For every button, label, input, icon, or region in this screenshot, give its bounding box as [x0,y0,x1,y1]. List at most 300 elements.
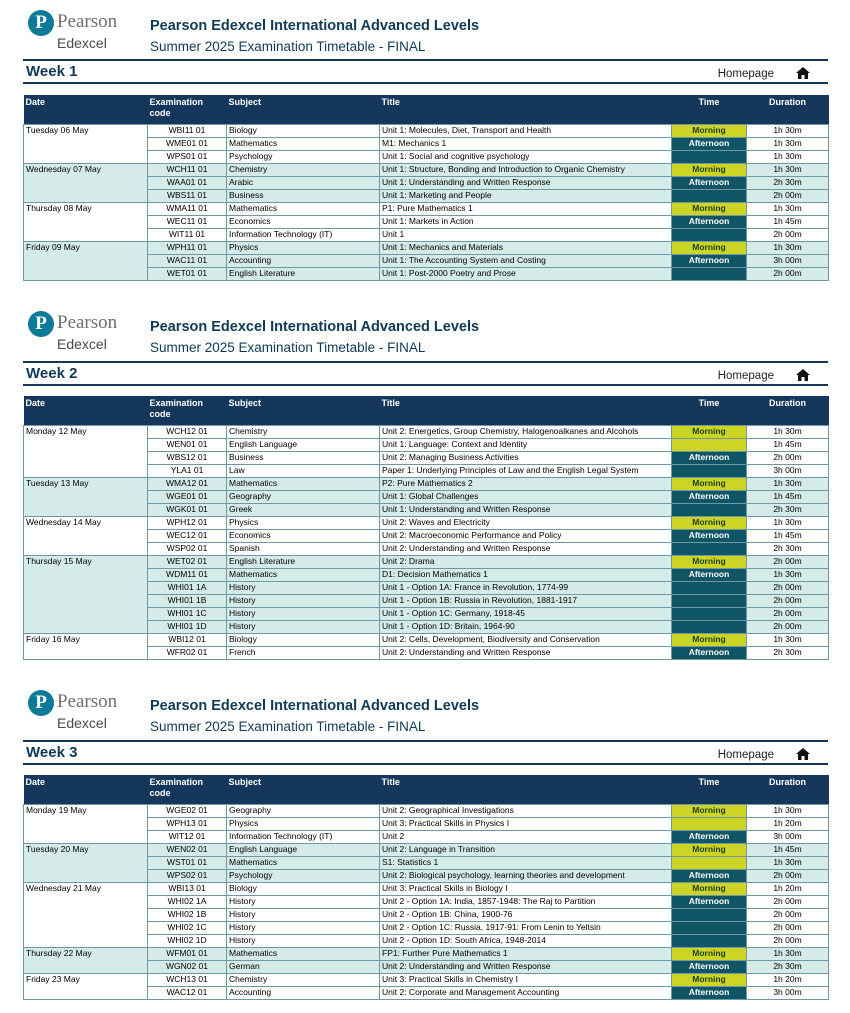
exam-title: Unit 1 - Option 1B: Russia in Revolution, 1881-1917 [380,594,672,607]
exam-code: WGK01 01 [148,503,227,516]
exam-code: WCH13 01 [148,973,227,986]
pearson-logo-icon: P [28,690,54,716]
exam-duration: 2h 00m [747,228,829,241]
exam-duration: 3h 00m [747,464,829,477]
exam-subject: French [227,646,380,659]
exam-time: Morning [672,516,747,529]
exam-duration: 1h 30m [747,477,829,490]
table-header-row [24,95,829,124]
table-row [24,202,829,215]
exam-title: Unit 1: Molecules, Diet, Transport and Health [380,124,672,137]
exam-title: Unit 1: The Accounting System and Costing [380,254,672,267]
exam-code: YLA1 01 [148,464,227,477]
exam-subject: Psychology [227,150,380,163]
exam-duration: 2h 30m [747,646,829,659]
exam-time: Morning [672,163,747,176]
col-duration-header: Duration [747,396,829,425]
exam-code: WDM11 01 [148,568,227,581]
exam-duration: 2h 00m [747,620,829,633]
exam-subject: Arabic [227,176,380,189]
col-time-header: Time [672,396,747,425]
exam-time: Afternoon [672,451,747,464]
table-row [24,555,829,568]
exam-subject: Mathematics [227,137,380,150]
exam-subject: Information Technology (IT) [227,830,380,843]
exam-duration: 1h 30m [747,124,829,137]
homepage-link[interactable]: Homepage [717,749,774,761]
exam-time: Afternoon [672,646,747,659]
exam-code: WAC12 01 [148,986,227,999]
exam-title: Unit 2 - Option 1D: South Africa, 1948-2014 [380,934,672,947]
exam-title: Unit 2: Understanding and Written Response [380,542,672,555]
document-subtitle: Summer 2025 Examination Timetable - FINAL [150,39,426,54]
exam-code: WHI01 1D [148,620,227,633]
exam-time [672,607,747,620]
exam-title: Unit 1: Language: Context and Identity [380,438,672,451]
exam-title: Unit 3: Practical Skills in Chemistry I [380,973,672,986]
exam-time: Afternoon [672,176,747,189]
exam-time: Afternoon [672,254,747,267]
col-duration-header: Duration [747,775,829,804]
home-icon[interactable] [795,66,811,80]
exam-duration: 1h 20m [747,973,829,986]
exam-duration: 2h 00m [747,908,829,921]
exam-time: Morning [672,804,747,817]
exam-date: Monday 19 May [24,804,148,843]
home-icon[interactable] [795,747,811,761]
exam-time: Afternoon [672,490,747,503]
exam-title: Unit 1: Structure, Bonding and Introduction to Organic Chemistry [380,163,672,176]
exam-time [672,438,747,451]
exam-code: WSP02 01 [148,542,227,555]
exam-code: WME01 01 [148,137,227,150]
exam-title: Unit 2: Managing Business Activities [380,451,672,464]
exam-time: Morning [672,633,747,646]
exam-subject: History [227,895,380,908]
exam-title: Unit 1: Global Challenges [380,490,672,503]
document-subtitle: Summer 2025 Examination Timetable - FINAL [150,340,426,355]
logo-subtitle: Edexcel [57,336,107,352]
table-header-row [24,396,829,425]
exam-title: Paper 1: Underlying Principles of Law and the English Legal System [380,464,672,477]
exam-subject: Physics [227,241,380,254]
exam-time [672,150,747,163]
col-code-header: Examination code [148,95,227,124]
logo-wordmark: Pearson [57,312,118,333]
exam-title: Unit 1: Mechanics and Materials [380,241,672,254]
exam-code: WBS11 01 [148,189,227,202]
exam-time [672,921,747,934]
exam-code: WHI02 1C [148,921,227,934]
exam-code: WEC11 01 [148,215,227,228]
document-title: Pearson Edexcel International Advanced Levels [150,319,480,335]
exam-title: FP1: Further Pure Mathematics 1 [380,947,672,960]
exam-date: Wednesday 07 May [24,163,148,202]
exam-time [672,620,747,633]
exam-time [672,581,747,594]
exam-duration: 1h 30m [747,163,829,176]
exam-title: Unit 1 [380,228,672,241]
exam-time [672,908,747,921]
col-title-header: Title [380,775,672,804]
logo-subtitle: Edexcel [57,715,107,731]
exam-time: Morning [672,425,747,438]
exam-subject: English Language [227,843,380,856]
col-time-header: Time [672,95,747,124]
exam-subject: Physics [227,817,380,830]
exam-code: WPH11 01 [148,241,227,254]
exam-title: Unit 2 - Option 1C: Russia, 1917-91: From Lenin to Yeltsin [380,921,672,934]
exam-title: Unit 2: Corporate and Management Accounting [380,986,672,999]
exam-code: WPS02 01 [148,869,227,882]
exam-subject: English Literature [227,267,380,280]
week-label: Week 2 [26,365,78,382]
exam-duration: 2h 30m [747,960,829,973]
exam-duration: 1h 20m [747,882,829,895]
exam-title: Unit 2: Energetics, Group Chemistry, Halogenoalkanes and Alcohols [380,425,672,438]
exam-duration: 1h 30m [747,804,829,817]
week-label: Week 1 [26,63,78,80]
exam-duration: 1h 30m [747,947,829,960]
exam-subject: Mathematics [227,856,380,869]
exam-code: WPH13 01 [148,817,227,830]
exam-duration: 1h 45m [747,215,829,228]
exam-time: Morning [672,973,747,986]
exam-subject: History [227,620,380,633]
exam-code: WAC11 01 [148,254,227,267]
document-title: Pearson Edexcel International Advanced Levels [150,18,480,34]
exam-subject: History [227,607,380,620]
brand-header [28,686,828,738]
exam-code: WGE01 01 [148,490,227,503]
exam-duration: 1h 45m [747,490,829,503]
exam-subject: Physics [227,516,380,529]
exam-subject: History [227,581,380,594]
exam-title: P1: Pure Mathematics 1 [380,202,672,215]
exam-code: WBI12 01 [148,633,227,646]
exam-time: Afternoon [672,529,747,542]
exam-time [672,817,747,830]
exam-code: WEN01 01 [148,438,227,451]
exam-subject: Mathematics [227,568,380,581]
exam-subject: Biology [227,633,380,646]
exam-duration: 2h 30m [747,176,829,189]
exam-code: WEN02 01 [148,843,227,856]
logo-subtitle: Edexcel [57,35,107,51]
exam-time [672,189,747,202]
exam-title: Unit 1 - Option 1C: Germany, 1918-45 [380,607,672,620]
exam-subject: Chemistry [227,973,380,986]
week-bar [23,740,828,765]
col-date-header: Date [24,775,148,804]
exam-title: Unit 3: Practical Skills in Physics I [380,817,672,830]
exam-time [672,228,747,241]
exam-duration: 2h 00m [747,921,829,934]
table-row [24,516,829,529]
exam-title: Unit 2: Language in Transition [380,843,672,856]
exam-time [672,267,747,280]
exam-duration: 3h 00m [747,830,829,843]
exam-date: Monday 12 May [24,425,148,477]
exam-code: WHI02 1D [148,934,227,947]
exam-duration: 1h 30m [747,202,829,215]
exam-duration: 2h 00m [747,555,829,568]
exam-title: Unit 1: Understanding and Written Response [380,503,672,516]
exam-date: Thursday 22 May [24,947,148,973]
pearson-logo-icon: P [28,311,54,337]
brand-header [28,6,828,58]
exam-duration: 2h 00m [747,594,829,607]
exam-time: Afternoon [672,986,747,999]
exam-title: P2: Pure Mathematics 2 [380,477,672,490]
exam-duration: 1h 45m [747,843,829,856]
exam-code: WFR02 01 [148,646,227,659]
table-row [24,882,829,895]
exam-subject: German [227,960,380,973]
exam-duration: 1h 30m [747,425,829,438]
exam-title: Unit 1 - Option 1D: Britain, 1964-90 [380,620,672,633]
exam-title: Unit 2: Understanding and Written Response [380,646,672,659]
exam-time [672,934,747,947]
exam-subject: Biology [227,882,380,895]
exam-date: Tuesday 20 May [24,843,148,882]
exam-date: Wednesday 21 May [24,882,148,947]
week-bar [23,361,828,386]
exam-duration: 1h 30m [747,568,829,581]
exam-time: Afternoon [672,137,747,150]
exam-title: Unit 1: Markets in Action [380,215,672,228]
col-subject-header: Subject [227,775,380,804]
exam-date: Tuesday 06 May [24,124,148,163]
timetable [23,396,829,660]
table-row [24,124,829,137]
exam-title: Unit 2: Cells, Development, Biodiversity and Conservation [380,633,672,646]
exam-time: Afternoon [672,568,747,581]
table-row [24,973,829,986]
document-title: Pearson Edexcel International Advanced Levels [150,698,480,714]
exam-duration: 1h 30m [747,241,829,254]
exam-subject: Mathematics [227,202,380,215]
exam-subject: Geography [227,804,380,817]
exam-title: Unit 2: Waves and Electricity [380,516,672,529]
exam-subject: Information Technology (IT) [227,228,380,241]
exam-title: Unit 2: Understanding and Written Response [380,960,672,973]
exam-duration: 1h 45m [747,438,829,451]
exam-time: Morning [672,947,747,960]
exam-time: Afternoon [672,830,747,843]
col-subject-header: Subject [227,396,380,425]
exam-subject: Business [227,189,380,202]
exam-title: Unit 1: Marketing and People [380,189,672,202]
exam-code: WEC12 01 [148,529,227,542]
timetable [23,775,829,1000]
col-title-header: Title [380,396,672,425]
exam-subject: Business [227,451,380,464]
brand-header [28,307,828,359]
week-label: Week 3 [26,744,78,761]
document-subtitle: Summer 2025 Examination Timetable - FINAL [150,719,426,734]
exam-date: Thursday 15 May [24,555,148,633]
exam-code: WFM01 01 [148,947,227,960]
table-row [24,477,829,490]
pearson-logo-icon: P [28,10,54,36]
exam-subject: History [227,921,380,934]
timetable [23,95,829,281]
exam-subject: Accounting [227,254,380,267]
exam-subject: History [227,908,380,921]
col-subject-header: Subject [227,95,380,124]
week-bar [23,59,828,84]
exam-code: WET01 01 [148,267,227,280]
col-date-header: Date [24,396,148,425]
exam-time: Morning [672,555,747,568]
exam-code: WGN02 01 [148,960,227,973]
exam-code: WBS12 01 [148,451,227,464]
table-row [24,425,829,438]
exam-subject: Economics [227,529,380,542]
exam-date: Tuesday 13 May [24,477,148,516]
exam-duration: 2h 00m [747,934,829,947]
exam-subject: History [227,594,380,607]
exam-title: M1: Mechanics 1 [380,137,672,150]
exam-duration: 2h 30m [747,542,829,555]
table-row [24,947,829,960]
exam-time [672,542,747,555]
exam-subject: English Language [227,438,380,451]
exam-date: Friday 16 May [24,633,148,659]
exam-title: Unit 1 - Option 1A: France in Revolution, 1774-99 [380,581,672,594]
exam-time: Morning [672,477,747,490]
exam-duration: 1h 30m [747,516,829,529]
exam-date: Wednesday 14 May [24,516,148,555]
exam-subject: Mathematics [227,947,380,960]
exam-code: WAA01 01 [148,176,227,189]
exam-title: Unit 1: Post-2000 Poetry and Prose [380,267,672,280]
exam-code: WHI01 1A [148,581,227,594]
exam-time [672,594,747,607]
exam-duration: 2h 00m [747,189,829,202]
exam-code: WHI02 1A [148,895,227,908]
exam-subject: Mathematics [227,477,380,490]
table-row [24,241,829,254]
exam-time [672,464,747,477]
exam-title: Unit 2: Geographical Investigations [380,804,672,817]
homepage-link[interactable]: Homepage [717,370,774,382]
exam-time: Afternoon [672,215,747,228]
exam-subject: Greek [227,503,380,516]
col-date-header: Date [24,95,148,124]
exam-code: WET02 01 [148,555,227,568]
exam-date: Thursday 08 May [24,202,148,241]
exam-time: Morning [672,202,747,215]
logo-wordmark: Pearson [57,11,118,32]
exam-time: Morning [672,882,747,895]
exam-subject: Spanish [227,542,380,555]
exam-code: WIT11 01 [148,228,227,241]
exam-time [672,503,747,516]
exam-duration: 1h 45m [747,529,829,542]
exam-code: WCH12 01 [148,425,227,438]
exam-subject: English Literature [227,555,380,568]
exam-subject: Psychology [227,869,380,882]
exam-title: Unit 2 - Option 1B: China, 1900-76 [380,908,672,921]
table-row [24,843,829,856]
exam-duration: 1h 20m [747,817,829,830]
exam-time: Morning [672,843,747,856]
col-time-header: Time [672,775,747,804]
exam-subject: Chemistry [227,163,380,176]
exam-duration: 2h 00m [747,869,829,882]
exam-duration: 2h 00m [747,581,829,594]
exam-title: Unit 2: Macroeconomic Performance and Policy [380,529,672,542]
exam-subject: Geography [227,490,380,503]
exam-duration: 1h 30m [747,633,829,646]
exam-time: Afternoon [672,960,747,973]
logo-wordmark: Pearson [57,691,118,712]
homepage-link[interactable]: Homepage [717,68,774,80]
table-row [24,633,829,646]
exam-duration: 3h 00m [747,986,829,999]
exam-duration: 2h 30m [747,503,829,516]
exam-time: Morning [672,124,747,137]
exam-code: WIT12 01 [148,830,227,843]
exam-duration: 2h 00m [747,267,829,280]
exam-code: WBI13 01 [148,882,227,895]
exam-time: Afternoon [672,895,747,908]
exam-code: WMA11 01 [148,202,227,215]
exam-time: Morning [672,241,747,254]
exam-duration: 3h 00m [747,254,829,267]
col-duration-header: Duration [747,95,829,124]
exam-subject: Economics [227,215,380,228]
col-code-header: Examination code [148,775,227,804]
exam-subject: Chemistry [227,425,380,438]
exam-code: WCH11 01 [148,163,227,176]
table-header-row [24,775,829,804]
exam-subject: Biology [227,124,380,137]
col-code-header: Examination code [148,396,227,425]
exam-title: S1: Statistics 1 [380,856,672,869]
col-title-header: Title [380,95,672,124]
table-row [24,804,829,817]
exam-title: Unit 2: Drama [380,555,672,568]
exam-date: Friday 23 May [24,973,148,999]
home-icon[interactable] [795,368,811,382]
exam-code: WPS01 01 [148,150,227,163]
table-row [24,163,829,176]
exam-title: D1: Decision Mathematics 1 [380,568,672,581]
exam-code: WHI01 1B [148,594,227,607]
exam-title: Unit 2 - Option 1A: India, 1857-1948: The Raj to Partition [380,895,672,908]
exam-date: Friday 09 May [24,241,148,280]
exam-time [672,856,747,869]
exam-duration: 1h 30m [747,150,829,163]
exam-code: WHI02 1B [148,908,227,921]
exam-code: WST01 01 [148,856,227,869]
exam-duration: 2h 00m [747,895,829,908]
exam-code: WPH12 01 [148,516,227,529]
exam-time: Afternoon [672,869,747,882]
exam-title: Unit 1: Understanding and Written Response [380,176,672,189]
exam-code: WBI11 01 [148,124,227,137]
exam-title: Unit 3: Practical Skills in Biology I [380,882,672,895]
exam-duration: 2h 00m [747,607,829,620]
exam-subject: History [227,934,380,947]
exam-duration: 2h 00m [747,451,829,464]
exam-duration: 1h 30m [747,856,829,869]
exam-code: WHI01 1C [148,607,227,620]
exam-code: WGE02 01 [148,804,227,817]
